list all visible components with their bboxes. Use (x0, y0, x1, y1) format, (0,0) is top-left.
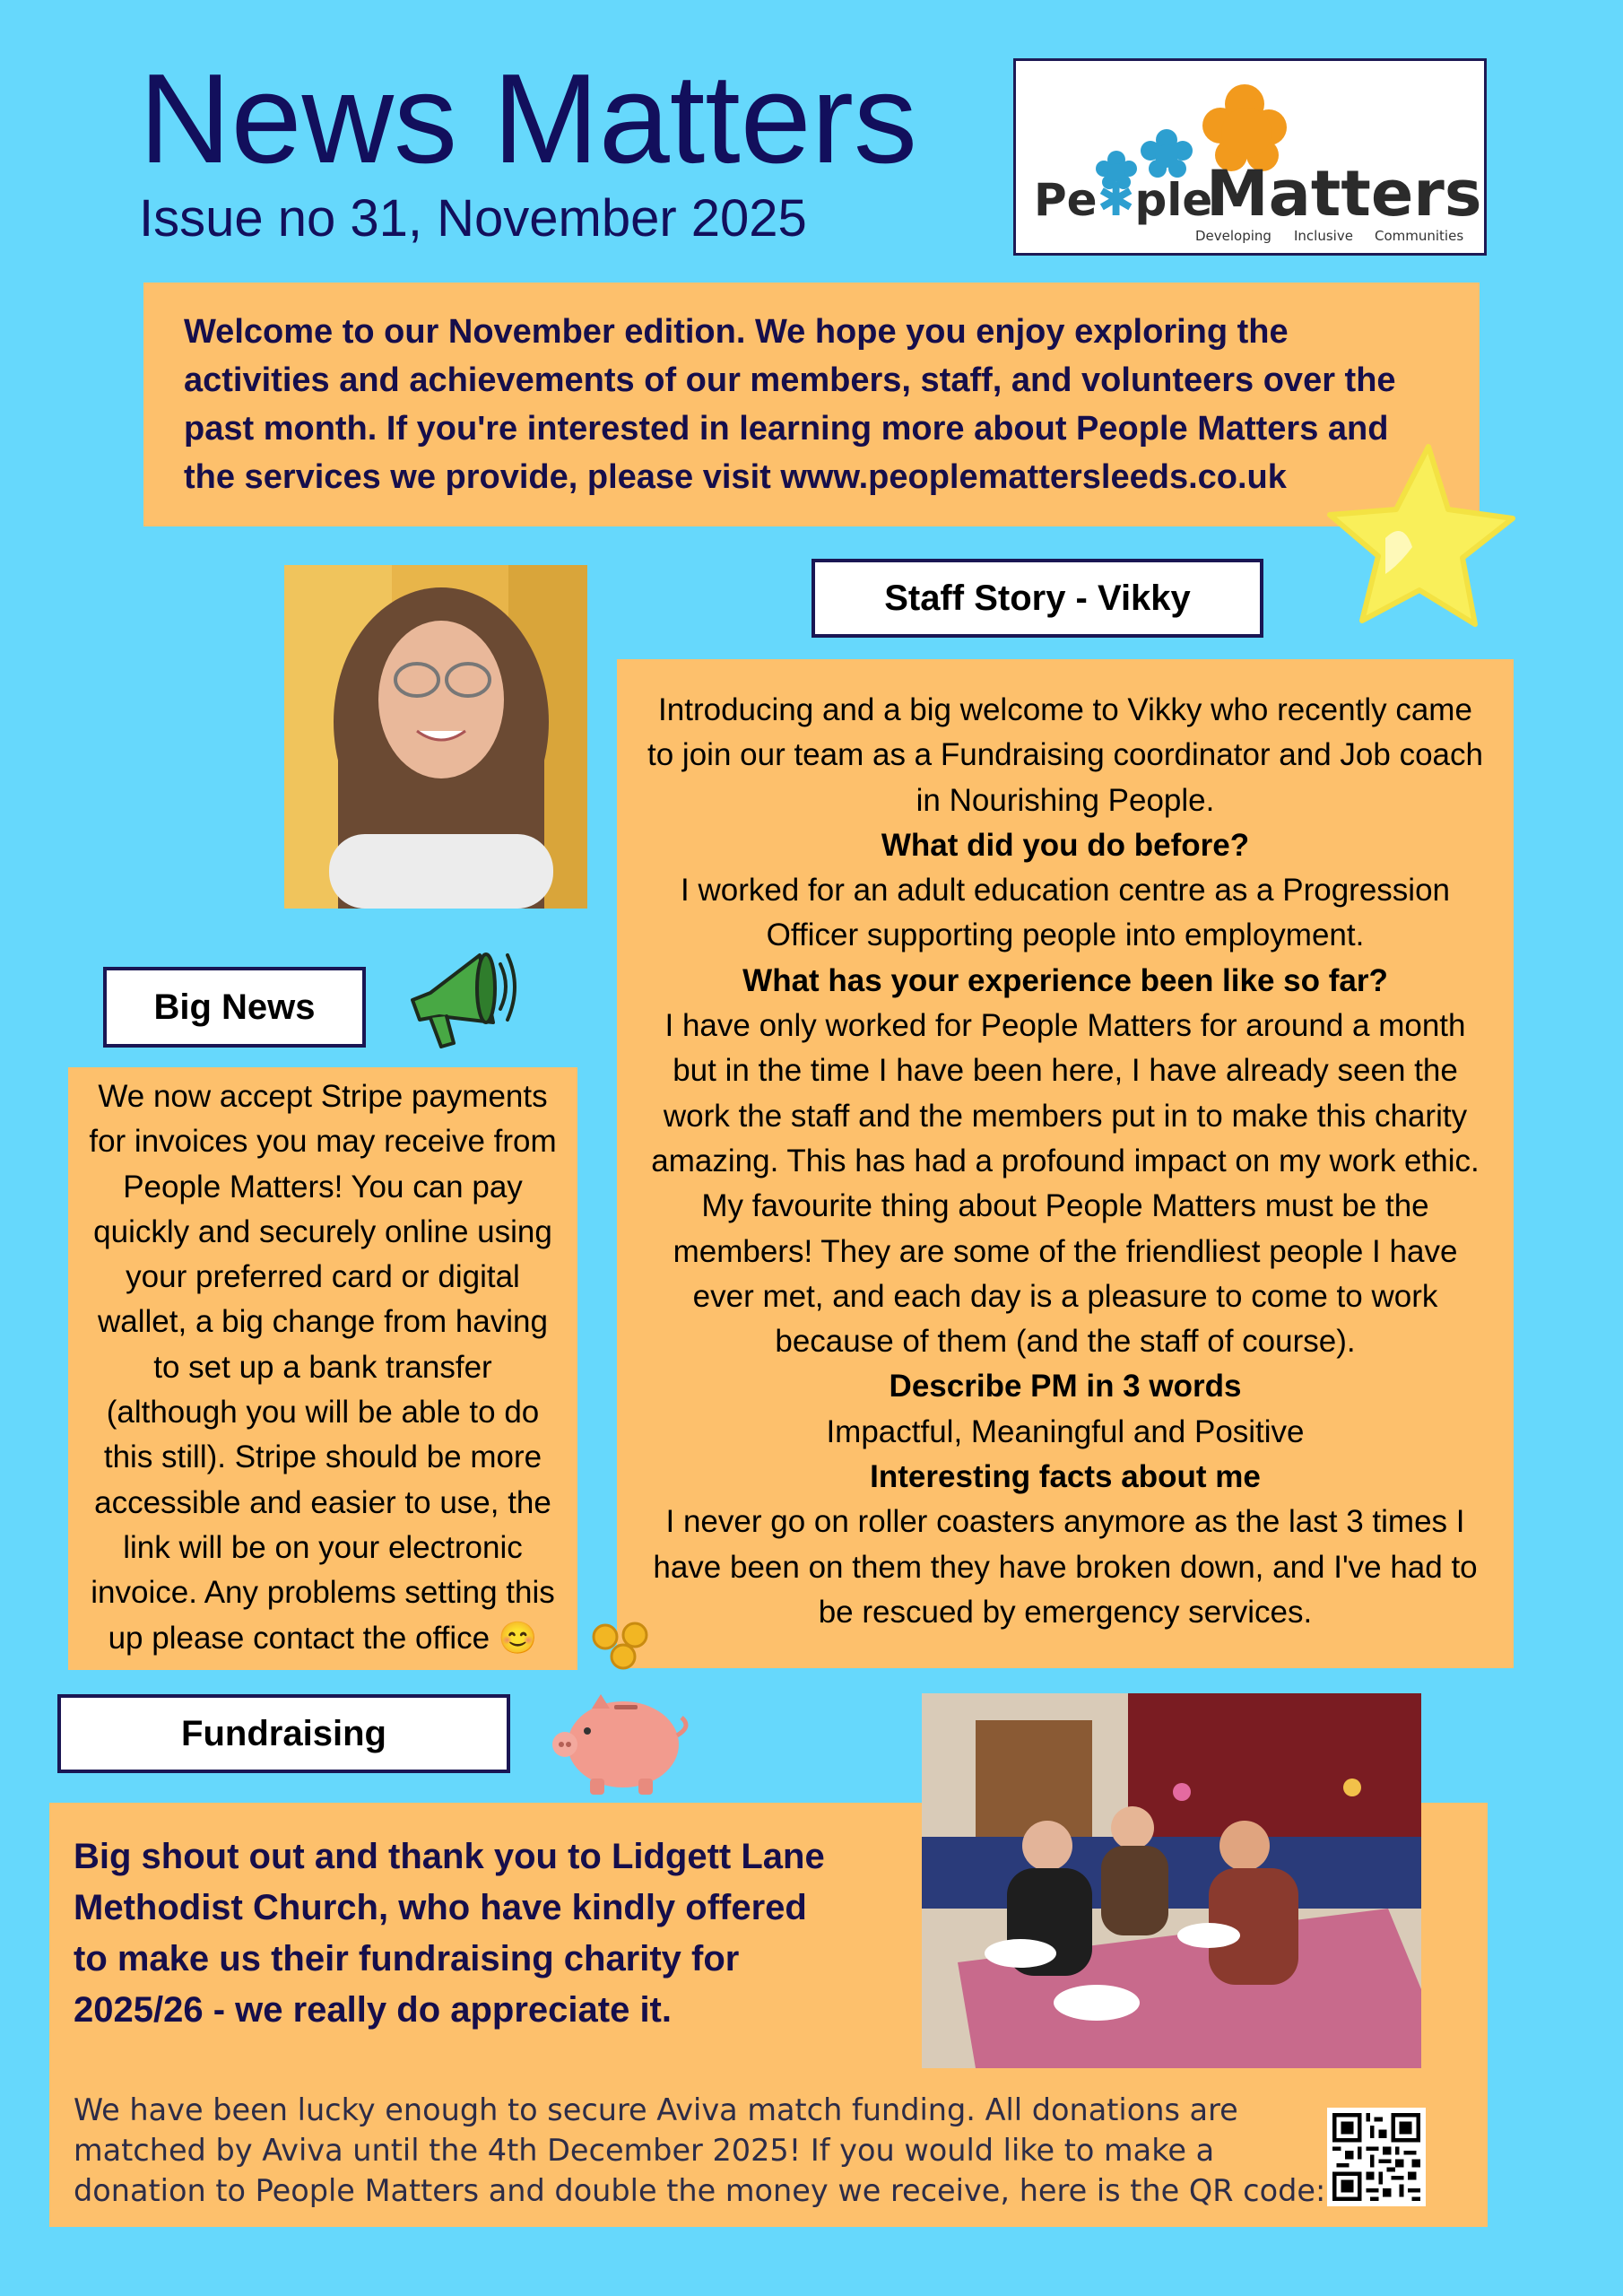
vikky-photo (284, 565, 587, 909)
staff-story-answer-3: Impactful, Meaningful and Positive (826, 1413, 1305, 1449)
welcome-panel (143, 283, 1480, 526)
staff-story-panel (617, 659, 1514, 1668)
big-news-heading: Big News (103, 967, 366, 1048)
staff-story-intro: Introducing and a big welcome to Vikky who recently came to join our team as a Fundraising coordinator and Job coach in Nourishing People. (647, 692, 1483, 818)
newsletter-title: News Matters (139, 48, 917, 190)
welcome-text: Welcome to our November edition. We hope you enjoy exploring the activities and achievements of our members, staff, and volunteers over the past month. If you're interested in learning more about People Matters and the services we provide, please visit www.peoplemattersleeds.co.uk (184, 313, 1396, 496)
logo-tagline-2: Inclusive (1294, 228, 1353, 244)
logo-tagline-3: Communities (1375, 228, 1464, 244)
staff-story-answer-2: I have only worked for People Matters for around a month but in the time I have been here, I have already seen the work the staff and the members put in to make this charity amazing. This has had a profound impact on my work ethic. My favourite thing about People Matters must be the members! They are some of the friendliest people I have ever met, and each day is a pleasure to come to work because of them (and the staff of course). (651, 1008, 1480, 1360)
staff-story-heading: Staff Story - Vikky (812, 559, 1263, 638)
logo-tagline-1: Developing (1195, 228, 1271, 244)
qr-code-icon[interactable] (1327, 2108, 1426, 2206)
logo-text-pe: Pe (1034, 174, 1098, 226)
logo-text-matters: Matters (1206, 157, 1482, 230)
staff-story-question-3: Describe PM in 3 words (889, 1369, 1242, 1405)
fundraising-text: We have been lucky enough to secure Aviva match funding. All donations are matched by Aviva until the 4th December 2025! If you would like to make a donation to People Matters and double the money we receive, here is the QR code: (74, 2092, 1326, 2208)
svg-text:Pe✱ple: Pe✱ple (1034, 174, 1213, 226)
fundraising-heading: Fundraising (57, 1694, 510, 1773)
big-news-panel: We now accept Stripe payments for invoices you may receive from People Matters! You can pay quickly and securely online using your preferred card or digital wallet, a big change from having to set up a bank transfer (although you will be able to do this still). Stripe should be more accessible and easier to use, the link will be on your electronic invoice. Any problems setting this up please contact the office 😊 (68, 1067, 577, 1670)
church-event-photo (922, 1693, 1421, 2068)
megaphone-icon (395, 937, 520, 1054)
staff-story-question-4: Interesting facts about me (870, 1459, 1261, 1495)
logo-text-ple: ple (1134, 174, 1213, 226)
star-icon (1323, 439, 1520, 637)
staff-story-answer-4: I never go on roller coasters anymore as the last 3 times I have been on them they have broken down, and I've had to be rescued by emergency services. (653, 1504, 1478, 1630)
logo-graphic (1016, 61, 1484, 253)
issue-line: Issue no 31, November 2025 (139, 189, 807, 248)
fundraising-headline: Big shout out and thank you to Lidgett Lane Methodist Church, who have kindly offered to make us their fundraising charity for 2025/26 - we really do appreciate it. (74, 1837, 825, 2030)
staff-story-answer-1: I worked for an adult education centre as a Progression Officer supporting people into employment. (681, 873, 1450, 953)
staff-story-question-2: What has your experience been like so far? (742, 962, 1388, 998)
staff-story-question-1: What did you do before? (881, 827, 1250, 863)
piggy-bank-icon (538, 1619, 699, 1798)
people-matters-logo (1013, 58, 1487, 256)
